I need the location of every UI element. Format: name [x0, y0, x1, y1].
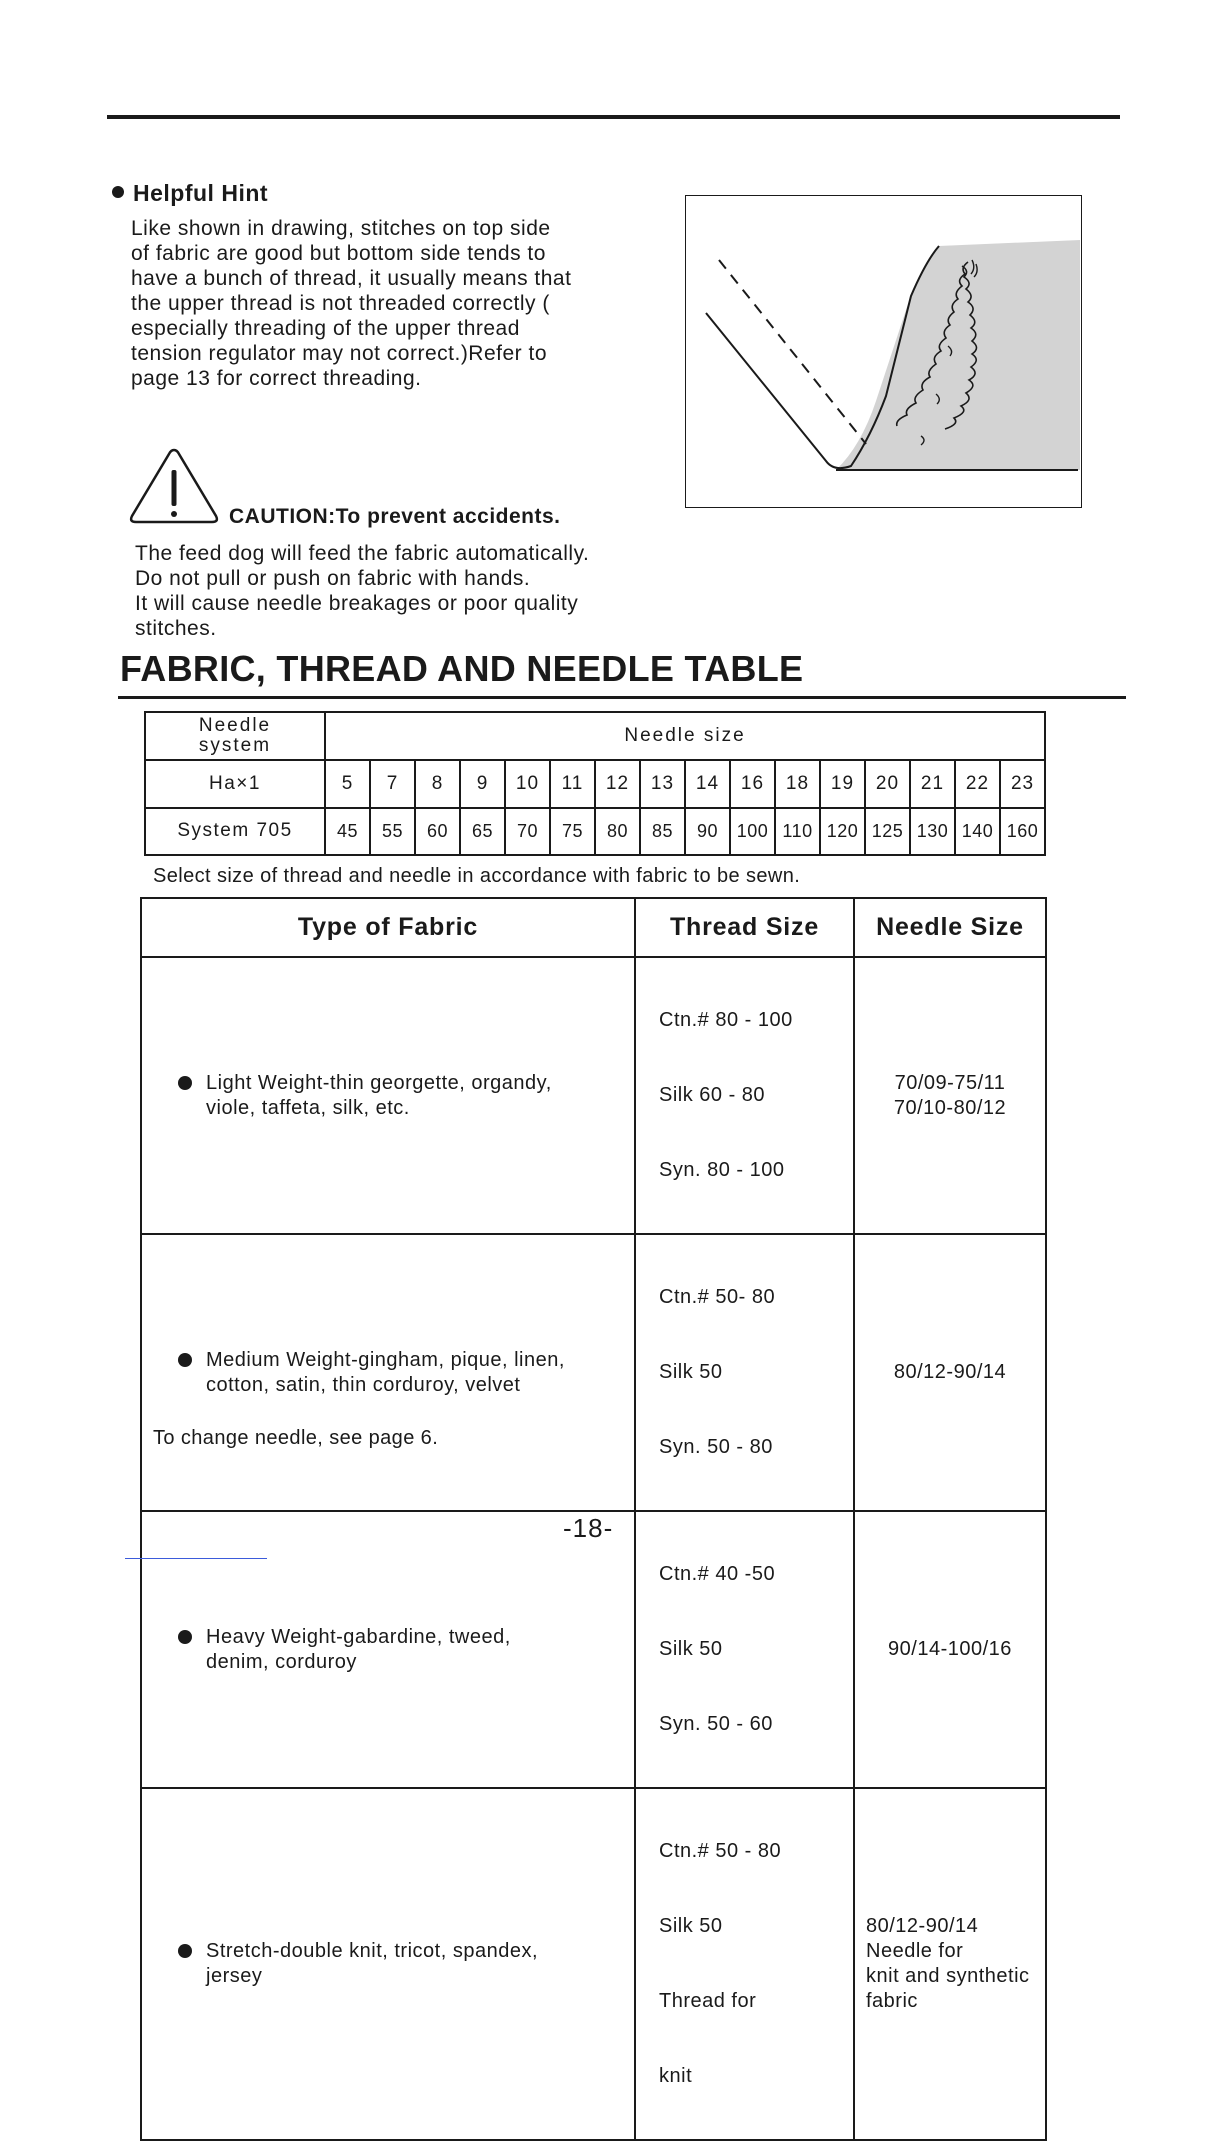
table-row [141, 1511, 1046, 1788]
needle-size-cell: 5 [325, 760, 370, 807]
fabric-type-cell: Light Weight-thin georgette, organdy, viole, taffeta, silk, etc. [141, 957, 635, 1234]
fabric-type-cell: Medium Weight-gingham, pique, linen, cotton, satin, thin corduroy, velvet [141, 1234, 635, 1511]
needle-size-cell: 140 [955, 808, 1000, 855]
needle-table-header-row [145, 712, 1045, 760]
needle-size-cell: 10 [505, 760, 550, 807]
needle-size-cell: 100 [730, 808, 775, 855]
thread-size-header: Thread Size [635, 898, 854, 957]
needle-size-cell: 55 [370, 808, 415, 855]
table-row [141, 957, 1046, 1234]
bullet-icon [178, 1353, 192, 1367]
needle-size-cell: 22 [955, 760, 1000, 807]
needle-size-header: Needle size [325, 712, 1045, 760]
bullet-icon [178, 1076, 192, 1090]
needle-size-cell: 23 [1000, 760, 1045, 807]
needle-size-cell: 13 [640, 760, 685, 807]
needle-size-cell: 75 [550, 808, 595, 855]
needle-size-cell: 18 [775, 760, 820, 807]
needle-size-cell: 110 [775, 808, 820, 855]
needle-size-cell: 60 [415, 808, 460, 855]
needle-size-cell: 80/12-90/14 [854, 1234, 1046, 1511]
top-rule [107, 115, 1120, 119]
bullet-icon [178, 1630, 192, 1644]
table-row [141, 1234, 1046, 1511]
needle-size-cell: 14 [685, 760, 730, 807]
fabric-stitch-drawing [685, 195, 1082, 508]
needle-size-cell: 90/14-100/16 [854, 1511, 1046, 1788]
needle-size-table [144, 711, 1046, 856]
needle-size-cell: 7 [370, 760, 415, 807]
change-needle-note: To change needle, see page 6. [153, 1427, 439, 1449]
section-rule [118, 696, 1126, 699]
needle-system-header: Needle system [145, 712, 325, 760]
caution-heading: CAUTION:To prevent accidents. [229, 505, 561, 528]
hint-heading: Helpful Hint [112, 180, 268, 207]
footer-rule [125, 1558, 267, 1559]
needle-size-cell: 125 [865, 808, 910, 855]
needle-size-cell: 65 [460, 808, 505, 855]
row-label: System 705 [145, 808, 325, 855]
needle-size-cell: 19 [820, 760, 865, 807]
needle-size-cell: 80 [595, 808, 640, 855]
section-title: FABRIC, THREAD AND NEEDLE TABLE [120, 648, 804, 689]
fabric-type-cell: Stretch-double knit, tricot, spandex, jersey [141, 1788, 635, 2140]
table-row [141, 1788, 1046, 2140]
needle-size-cell: 90 [685, 808, 730, 855]
needle-size-cell: 11 [550, 760, 595, 807]
warning-triangle-icon [128, 446, 220, 528]
needle-size-cell: 20 [865, 760, 910, 807]
needle-size-cell: 85 [640, 808, 685, 855]
needle-size-cell: 16 [730, 760, 775, 807]
row-label: Ha×1 [145, 760, 325, 807]
thread-size-cell: Ctn.# 50- 80 Silk 50 Syn. 50 - 80 [635, 1234, 854, 1511]
bullet-icon [112, 186, 124, 198]
needle-size-cell: 80/12-90/14 Needle for knit and synthetic fabric [854, 1788, 1046, 2140]
thread-size-cell: Ctn.# 80 - 100 Silk 60 - 80 Syn. 80 - 100 [635, 957, 854, 1234]
needle-size-cell: 130 [910, 808, 955, 855]
fabric-illustration [686, 196, 1080, 506]
needle-size-cell: 8 [415, 760, 460, 807]
hint-text: Like shown in drawing, stitches on top side of fabric are good but bottom side tends to have a bunch of thread, it usually means that the upper thread is not threaded correctly ( especially threading of the upper thread tension regulator may not correct.)Refer to page 13 for correct threading. [131, 217, 572, 390]
fabric-type-cell: Heavy Weight-gabardine, tweed, denim, corduroy [141, 1511, 635, 1788]
needle-size-cell: 9 [460, 760, 505, 807]
needle-size-cell: 120 [820, 808, 865, 855]
select-size-note: Select size of thread and needle in accordance with fabric to be sewn. [153, 865, 801, 887]
bullet-icon [178, 1944, 192, 1958]
needle-table-row [145, 808, 1045, 855]
page-number: -18- [563, 1513, 614, 1543]
needle-size-header: Needle Size [854, 898, 1046, 957]
needle-size-cell: 160 [1000, 808, 1045, 855]
thread-size-cell: Ctn.# 50 - 80 Silk 50 Thread for knit [635, 1788, 854, 2140]
type-of-fabric-header: Type of Fabric [141, 898, 635, 957]
fabric-table-header-row [141, 898, 1046, 957]
thread-size-cell: Ctn.# 40 -50 Silk 50 Syn. 50 - 60 [635, 1511, 854, 1788]
needle-table-row [145, 760, 1045, 807]
needle-size-cell: 45 [325, 808, 370, 855]
needle-size-cell: 21 [910, 760, 955, 807]
needle-size-cell: 70 [505, 808, 550, 855]
needle-size-cell: 70/09-75/11 70/10-80/12 [854, 957, 1046, 1234]
needle-size-cell: 12 [595, 760, 640, 807]
caution-text: The feed dog will feed the fabric automatically. Do not pull or push on fabric with hands. It will cause needle breakages or poor quality stitches. [135, 542, 590, 640]
